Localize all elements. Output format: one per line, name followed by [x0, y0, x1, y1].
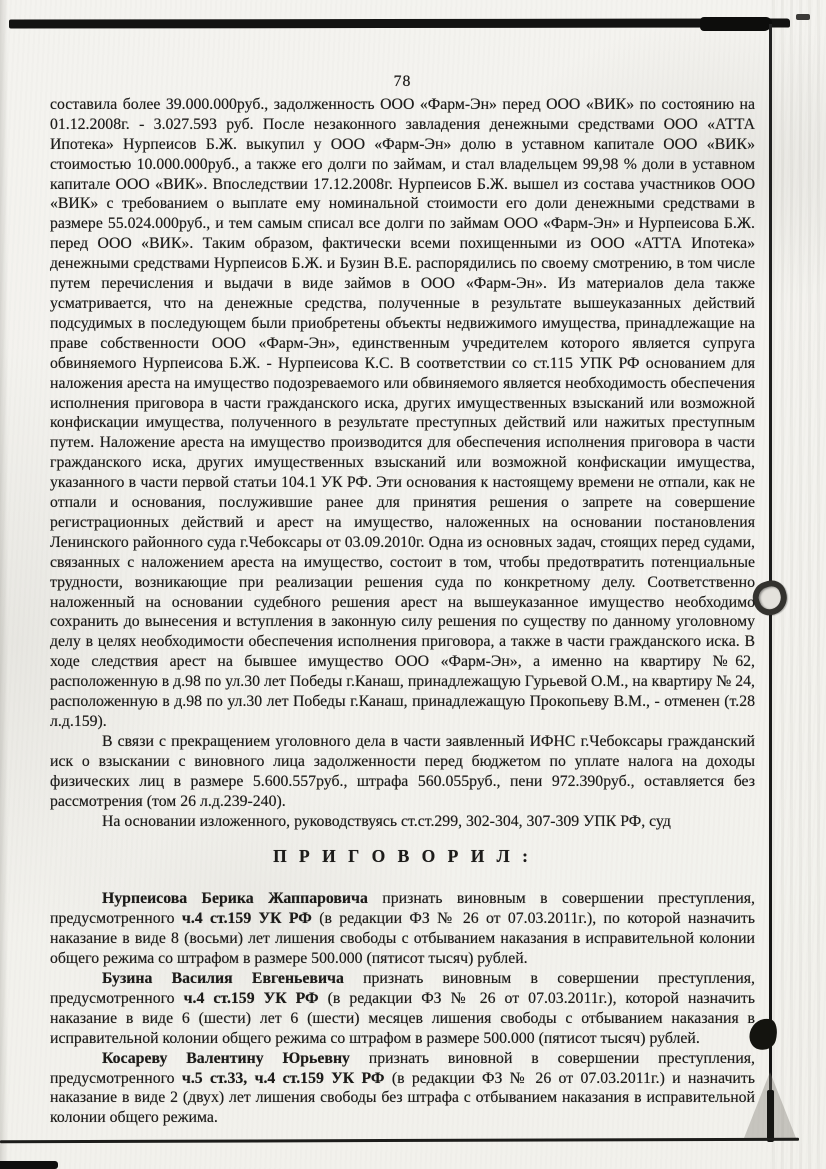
paragraph-legal-basis: На основании изложенного, руководствуясь ст.ст.299, 302-304, 307-309 УПК РФ, суд — [102, 812, 671, 830]
page-number: 78 — [393, 73, 412, 90]
article-reference: ч.4 ст.159 УК РФ — [181, 910, 312, 928]
sentence-text: признать виновным в совершении преступления, предусмотренного — [50, 969, 755, 1007]
paragraph-civil-claim: В связи с прекращением уголовного дела в части заявленный ИФНС г.Чебоксары гражданский иск о взыскании с виновного лица задолженности перед бюджетом по уплате налога на доходы физических лиц в размере 5.600.557руб., штрафа 560.055руб., пени 972.390руб., оставляется без рассмотрения (том 26 л.д.239-240). — [50, 732, 755, 810]
sentence-text: признать виновной в совершении преступления, предусмотренного — [50, 1049, 755, 1087]
defendant-name: Бузина Василия Евгеньевича — [102, 969, 344, 987]
verdict-heading: П Р И Г О В О Р И Л : — [273, 846, 532, 867]
document-body — [50, 72, 755, 1128]
defendant-name: Нурпеисова Берика Жаппаровича — [102, 890, 368, 908]
scan-top-edge-line — [9, 18, 790, 28]
scan-top-edge-tick — [796, 14, 810, 20]
sentence-text: (в редакции ФЗ № 26 от 07.03.2011г.), которой назначить наказание в виде 6 (шести) лет 6 (шести) месяцев лишения свободы с отбыванием наказания в исправительной колонии общего режима со штрафом в размере 500.000 (пятисот тысяч) рублей. — [50, 989, 755, 1047]
scan-bottom-edge-line — [0, 1138, 799, 1144]
sentence-paragraph-buzin — [50, 969, 755, 1049]
article-reference: ч.5 ст.33, ч.4 ст.159 УК РФ — [181, 1069, 385, 1087]
sentence-paragraph-nurpeisov — [50, 889, 755, 969]
scan-left-edge-shadow — [0, 0, 8, 1169]
paragraph-asset-seizure-findings: составила более 39.000.000руб., задолженность ООО «Фарм-Эн» перед ООО «ВИК» по состоянию на 01.12.2008г. - 3.027.593 руб. После незаконного завладения денежными средствами ООО «АТТА Ипотека» Нурпеисов Б.Ж. выкупил у ООО «Фарм-Эн» долю в уставном капитале ООО «ВИК» стоимостью 10.000.000руб., а также его долги по займам, и стал владельцем 99,98 % доли в уставном капитале ООО «ВИК». Впоследствии 17.12.2008г. Нурпеисов Б.Ж. вышел из состава участников ООО «ВИК» с требованием о выплате ему номинальной стоимости его доли денежными средствами в размере 55.024.000руб., и тем самым списал все долги по займам ООО «Фарм-Эн» и Нурпеисова Б.Ж. перед ООО «ВИК». Таким образом, фактически всеми похищенными из ООО «АТТА Ипотека» денежными средствами Нурпеисов Б.Ж. и Бузин В.Е. распорядились по своему смотрению, в том числе путем перечисления и выдачи в виде займов в ООО «Фарм-Эн». Из материалов дела также усматривается, что на денежные средства, полученные в результате вышеуказанных действий подсудимых в последующем были приобретены объекты недвижимого имущества, принадлежащие на праве собственности ООО «Фарм-Эн», единственным учредителем которого является супруга обвиняемого Нурпеисова Б.Ж. - Нурпеисова К.С. В соответствии со ст.115 УПК РФ основанием для наложения ареста на имущество подозреваемого или обвиняемого является необходимость обеспечения исполнения приговора в части гражданского иска, других имущественных взысканий или возможной конфискации имущества, полученного в результате преступных действий или нажитых преступным путем. Наложение ареста на имущество производится для обеспечения исполнения приговора в части гражданского иска, других имущественных взысканий или возможной конфискации имущества, указанного в части первой статьи 104.1 УК РФ. Эти основания к настоящему времени не отпали, как не отпали и основания, послужившие ранее для принятия решения о запрете на совершение регистрационных действий и арест на имущество, наложенных на основании постановления Ленинского районного суда г.Чебоксары от 03.09.2010г. Одна из основных задач, стоящих перед судами, связанных с наложением ареста на имущество, состоит в том, чтобы предотвратить потенциальные трудности, возникающие при реализации решения суда по конкретному делу. Соответственно наложенный на основании судебного решения арест на вышеуказанное имущество необходимо сохранить до вынесения и вступления в законную силу решения по существу по данному уголовному делу в целях необходимости обеспечения исполнения приговора, а также в части гражданского иска. В ходе следствия арест на бывшее имущество ООО «Фарм-Эн», а именно на квартиру №62, расположенную в д.98 по ул.30 лет Победы г.Канаш, принадлежащую Гурьевой О.М., на квартиру № 24, расположенную в д.98 по ул.30 лет Победы г.Канаш, принадлежащую Прокопьеву В.М., - отменен (т.28 л.д.159). — [50, 95, 755, 730]
defendant-name: Косареву Валентину Юрьевну — [102, 1049, 350, 1067]
sentence-text: признать виновным в совершении преступления, предусмотренного — [50, 890, 755, 928]
scan-right-edge-foot — [767, 1090, 774, 1142]
sentence-paragraph-kosareva — [50, 1049, 755, 1129]
sentence-text: (в редакции ФЗ № 26 от 07.03.2011г.) и назначить наказание в виде 2 (двух) лет лишения свободы без штрафа с отбыванием наказания в исправительной колонии общего режима. — [50, 1069, 755, 1127]
scan-corner-mark — [0, 1161, 58, 1169]
article-reference: ч.4 ст.159 УК РФ — [183, 989, 319, 1007]
scan-top-edge-blob — [700, 17, 772, 31]
sentence-text: (в редакции ФЗ № 26 от 07.03.2011г.), по которой назначить наказание в виде 8 (восьми) лет лишения свободы с отбыванием наказания в исправительной колонии общего режима со штрафом в размере 500.000 (пятисот тысяч) рублей. — [50, 910, 756, 968]
